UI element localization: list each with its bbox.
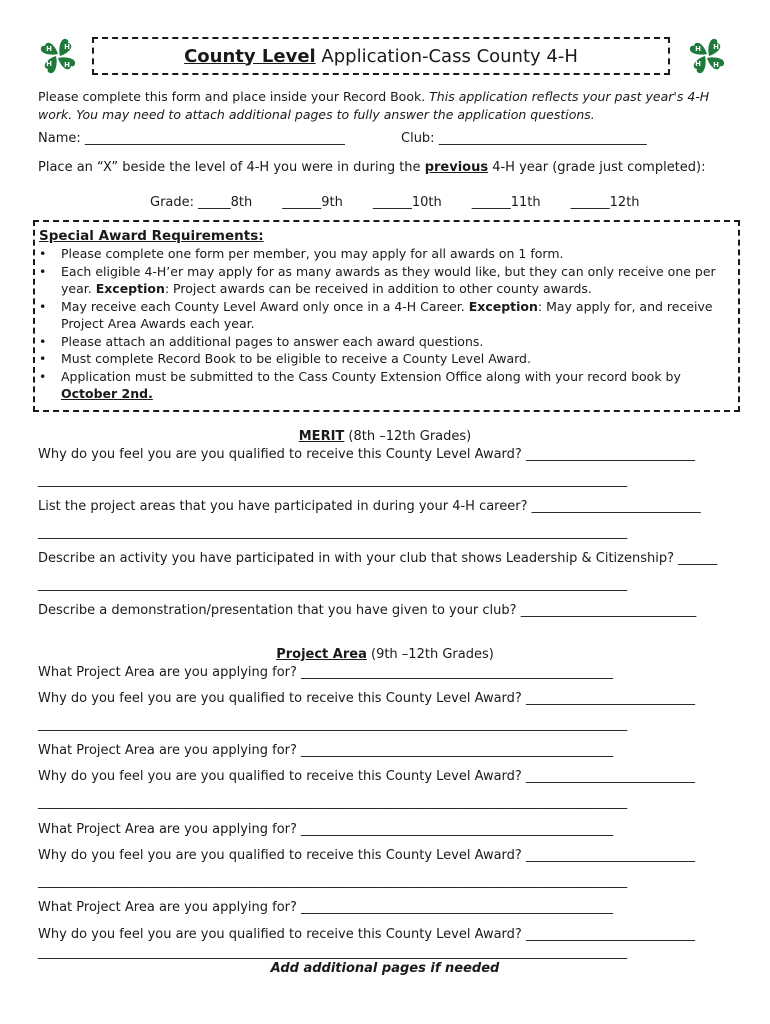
merit-question-projects[interactable]: List the project areas that you have participated in during your 4-H career? __________________________: [38, 499, 701, 514]
level-after: 4-H year (grade just completed):: [488, 160, 706, 175]
page-title: [184, 46, 578, 67]
svg-text:H: H: [713, 61, 719, 69]
requirement-text: Must complete Record Book to be eligible to receive a County Level Award.: [61, 351, 531, 366]
level-bold: previous: [424, 160, 489, 175]
footer-note: Add additional pages if needed: [270, 961, 500, 976]
project-area-apply-question[interactable]: What Project Area are you applying for? ________________________________________________: [38, 822, 614, 837]
requirement-text: Each eligible 4-H’er may apply for as many awards as they would like, but they can only receive one per year.: [61, 263, 716, 296]
level-before: Place an “X” beside the level of 4-H you were in during the: [38, 160, 425, 175]
deadline-date: October 2nd.: [61, 386, 153, 401]
grade-11th-blank[interactable]: ______11th: [471, 195, 541, 210]
project-area-why-question[interactable]: Why do you feel you are you qualified to receive this County Level Award? __________________________: [38, 927, 695, 942]
4h-clover-logo-right: [685, 34, 729, 78]
intro-italic: This application reflects your past year's 4-H work. You may need to attach additional pages to fully answer the application questions.: [38, 89, 710, 122]
project-area-why-question[interactable]: Why do you feel you are you qualified to receive this County Level Award? __________________________: [38, 848, 695, 863]
svg-text:H: H: [695, 60, 701, 68]
merit-heading: [0, 429, 770, 444]
requirement-text: Please attach an additional pages to answer each award questions.: [61, 333, 484, 349]
merit-title: MERIT: [298, 429, 345, 444]
requirement-text: May receive each County Level Award only once in a 4-H Career.: [61, 298, 469, 314]
svg-text:H: H: [46, 60, 52, 68]
grade-label: Grade:: [150, 195, 199, 210]
exception-label: Exception: [468, 298, 538, 314]
requirement-text: : May apply for, and receive Project Area Awards each year.: [61, 298, 713, 331]
requirement-text: Application must be submitted to the Cass County Extension Office along with your record book by: [61, 368, 681, 384]
requirement-text: Please complete one form per member, you may apply for all awards on 1 form.: [61, 246, 564, 261]
club-field[interactable]: Club: ________________________________: [401, 131, 647, 146]
grade-12th-blank[interactable]: ______12th: [570, 195, 640, 210]
title-level: County Level: [184, 45, 316, 67]
requirements-list: [39, 245, 730, 403]
project-area-apply-question[interactable]: What Project Area are you applying for? ________________________________________________: [38, 900, 614, 915]
merit-question-qualified[interactable]: Why do you feel you are you qualified to receive this County Level Award? __________________________: [38, 447, 695, 462]
requirement-item: [39, 368, 730, 403]
answer-line[interactable]: _______________________________________________________________________________________________: [38, 795, 628, 810]
svg-text:H: H: [64, 43, 70, 51]
title-rest: Application-Cass County 4-H: [315, 45, 578, 67]
svg-text:H: H: [64, 61, 70, 69]
project-area-heading: [0, 647, 770, 662]
project-area-apply-question[interactable]: What Project Area are you applying for? ________________________________________________: [38, 743, 614, 758]
project-area-grades: (9th –12th Grades): [366, 647, 494, 662]
requirement-text: : Project awards can be received in addition to other county awards.: [164, 281, 592, 296]
answer-line[interactable]: _______________________________________________________________________________________________: [38, 525, 628, 540]
requirement-item: [39, 350, 730, 368]
intro-paragraph: [38, 88, 738, 124]
merit-question-leadership[interactable]: Describe an activity you have participated in with your club that shows Leadership & Citizenship? ______: [38, 551, 718, 566]
name-field[interactable]: Name: ________________________________________: [38, 131, 345, 146]
4h-clover-logo-left: [36, 34, 80, 78]
svg-text:H: H: [46, 45, 52, 53]
exception-label: Exception: [95, 281, 165, 296]
grade-options: [150, 195, 670, 210]
requirement-item: [39, 298, 730, 333]
title-box: [92, 37, 670, 75]
project-area-apply-question[interactable]: What Project Area are you applying for? ________________________________________________: [38, 665, 614, 680]
intro-plain: Please complete this form and place inside your Record Book.: [38, 89, 430, 104]
answer-line[interactable]: _______________________________________________________________________________________________: [38, 945, 628, 960]
grade-10th-blank[interactable]: ______10th: [372, 195, 442, 210]
svg-text:H: H: [695, 45, 701, 53]
project-area-title: Project Area: [276, 647, 367, 662]
requirements-title: Special Award Requirements:: [39, 228, 264, 244]
answer-line[interactable]: _______________________________________________________________________________________________: [38, 874, 628, 889]
merit-question-demonstration[interactable]: Describe a demonstration/presentation that you have given to your club? ___________________________: [38, 603, 697, 618]
requirements-box: [33, 220, 740, 412]
answer-line[interactable]: _______________________________________________________________________________________________: [38, 577, 628, 592]
answer-line[interactable]: _______________________________________________________________________________________________: [38, 717, 628, 732]
grade-9th-blank[interactable]: ______9th: [282, 195, 343, 210]
project-area-why-question[interactable]: Why do you feel you are you qualified to receive this County Level Award? __________________________: [38, 769, 695, 784]
project-area-why-question[interactable]: Why do you feel you are you qualified to receive this County Level Award? __________________________: [38, 691, 695, 706]
requirement-item: [39, 333, 730, 351]
requirement-item: [39, 245, 730, 263]
merit-grades: (8th –12th Grades): [344, 429, 472, 444]
grade-8th-blank[interactable]: _____8th: [198, 195, 253, 210]
svg-text:H: H: [713, 43, 719, 51]
level-instruction: [38, 160, 706, 175]
answer-line[interactable]: _______________________________________________________________________________________________: [38, 473, 628, 488]
requirement-item: [39, 263, 730, 298]
